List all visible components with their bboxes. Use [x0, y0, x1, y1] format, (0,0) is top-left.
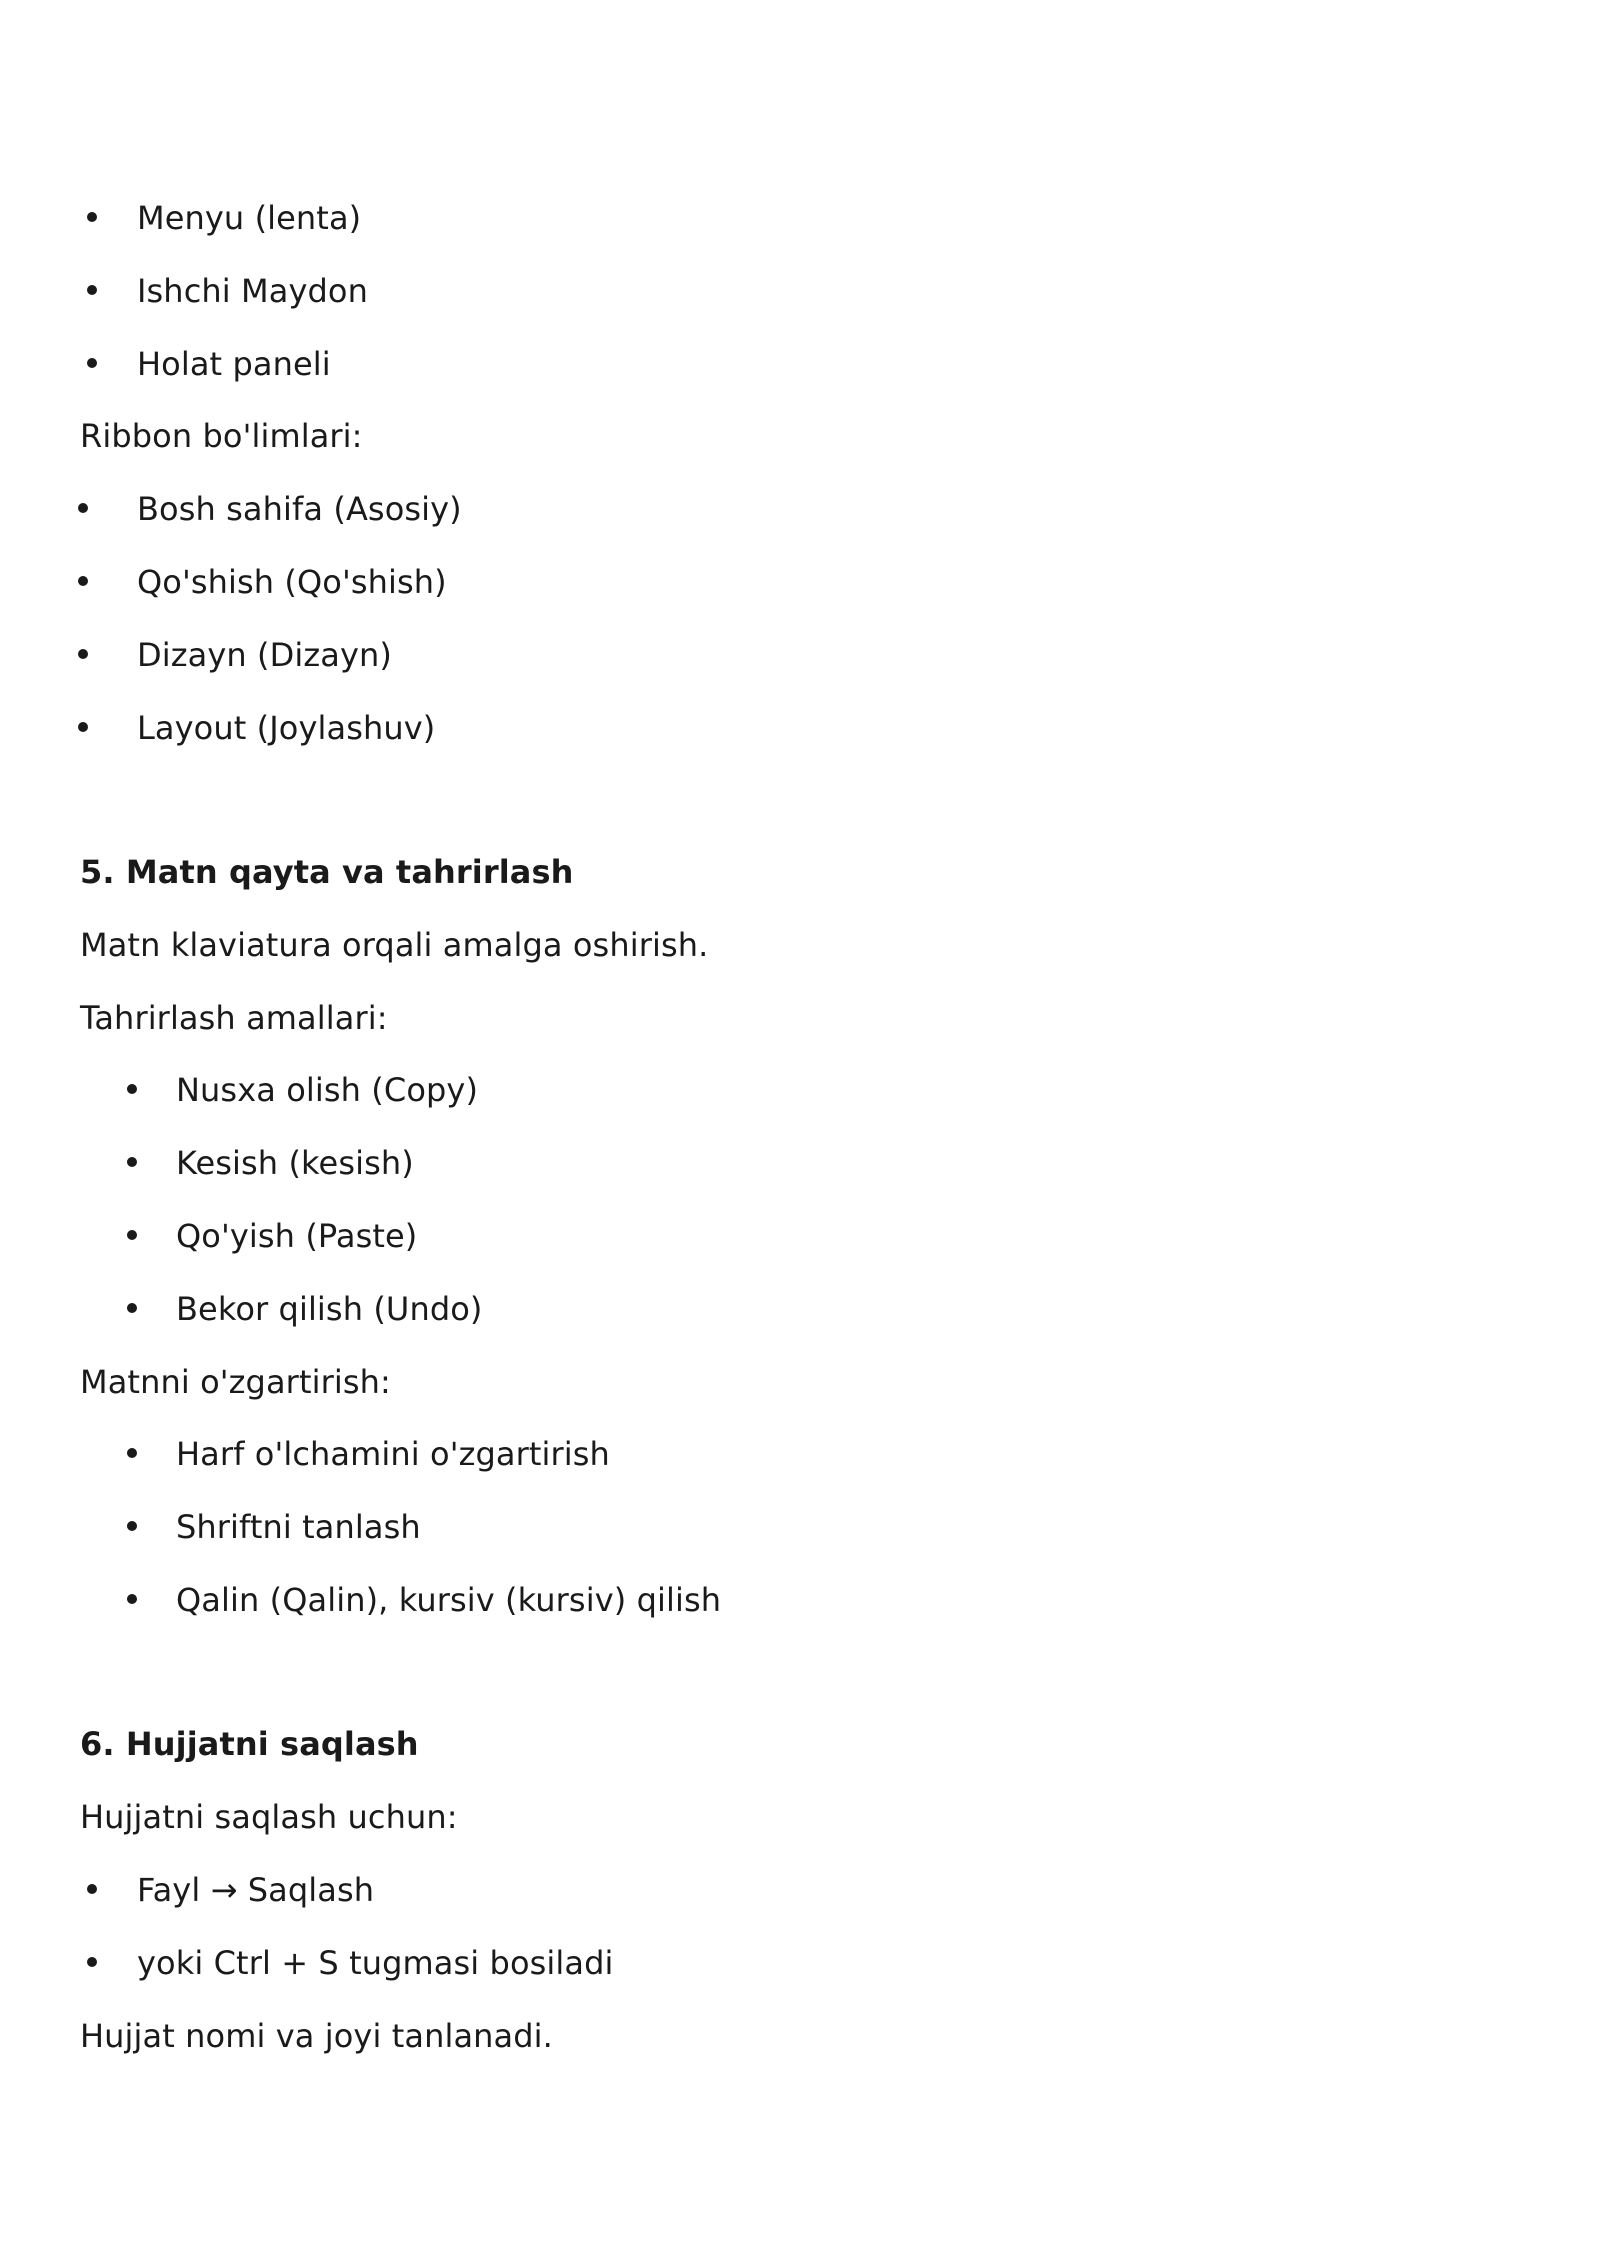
list-item: Layout (Joylashuv) — [137, 709, 436, 747]
section-heading-5: 5. Matn qayta va tahrirlash — [80, 853, 574, 891]
bullet — [127, 1448, 137, 1458]
list-item: Harf o'lchamini o'zgartirish — [176, 1435, 610, 1473]
list-item: Kesish (kesish) — [176, 1144, 414, 1182]
bullet — [87, 1957, 97, 1967]
bullet — [127, 1157, 137, 1167]
bullet — [127, 1594, 137, 1604]
section-heading-6: 6. Hujjatni saqlash — [80, 1725, 419, 1763]
list-item: Nusxa olish (Copy) — [176, 1071, 479, 1109]
bullet — [87, 1884, 97, 1894]
section-intro: Hujjatni saqlash uchun: — [80, 1798, 458, 1836]
list-item: Qalin (Qalin), kursiv (kursiv) qilish — [176, 1581, 722, 1619]
list-item: Holat paneli — [137, 345, 331, 383]
list-item: Shriftni tanlash — [176, 1508, 421, 1546]
list-item: Fayl → Saqlash — [137, 1871, 375, 1909]
ribbon-label: Ribbon bo'limlari: — [80, 417, 363, 455]
bullet — [78, 722, 88, 732]
bullet — [78, 649, 88, 659]
list-item: Bosh sahifa (Asosiy) — [137, 490, 462, 528]
list-item: Qo'yish (Paste) — [176, 1217, 418, 1255]
edit-label: Tahrirlash amallari: — [80, 999, 388, 1037]
change-label: Matnni o'zgartirish: — [80, 1363, 391, 1401]
bullet — [127, 1230, 137, 1240]
closing-text: Hujjat nomi va joyi tanlanadi. — [80, 2017, 553, 2055]
bullet — [127, 1084, 137, 1094]
bullet — [127, 1521, 137, 1531]
bullet — [127, 1303, 137, 1313]
list-item: Ishchi Maydon — [137, 272, 368, 310]
list-item: Menyu (lenta) — [137, 199, 362, 237]
section-paragraph: Matn klaviatura orqali amalga oshirish. — [80, 926, 709, 964]
list-item: Bekor qilish (Undo) — [176, 1290, 483, 1328]
bullet — [87, 285, 97, 295]
bullet — [87, 358, 97, 368]
bullet — [87, 212, 97, 222]
bullet — [78, 576, 88, 586]
bullet — [78, 503, 88, 513]
list-item: Dizayn (Dizayn) — [137, 636, 392, 674]
list-item: yoki Ctrl + S tugmasi bosiladi — [137, 1944, 614, 1982]
list-item: Qo'shish (Qo'shish) — [137, 563, 447, 601]
